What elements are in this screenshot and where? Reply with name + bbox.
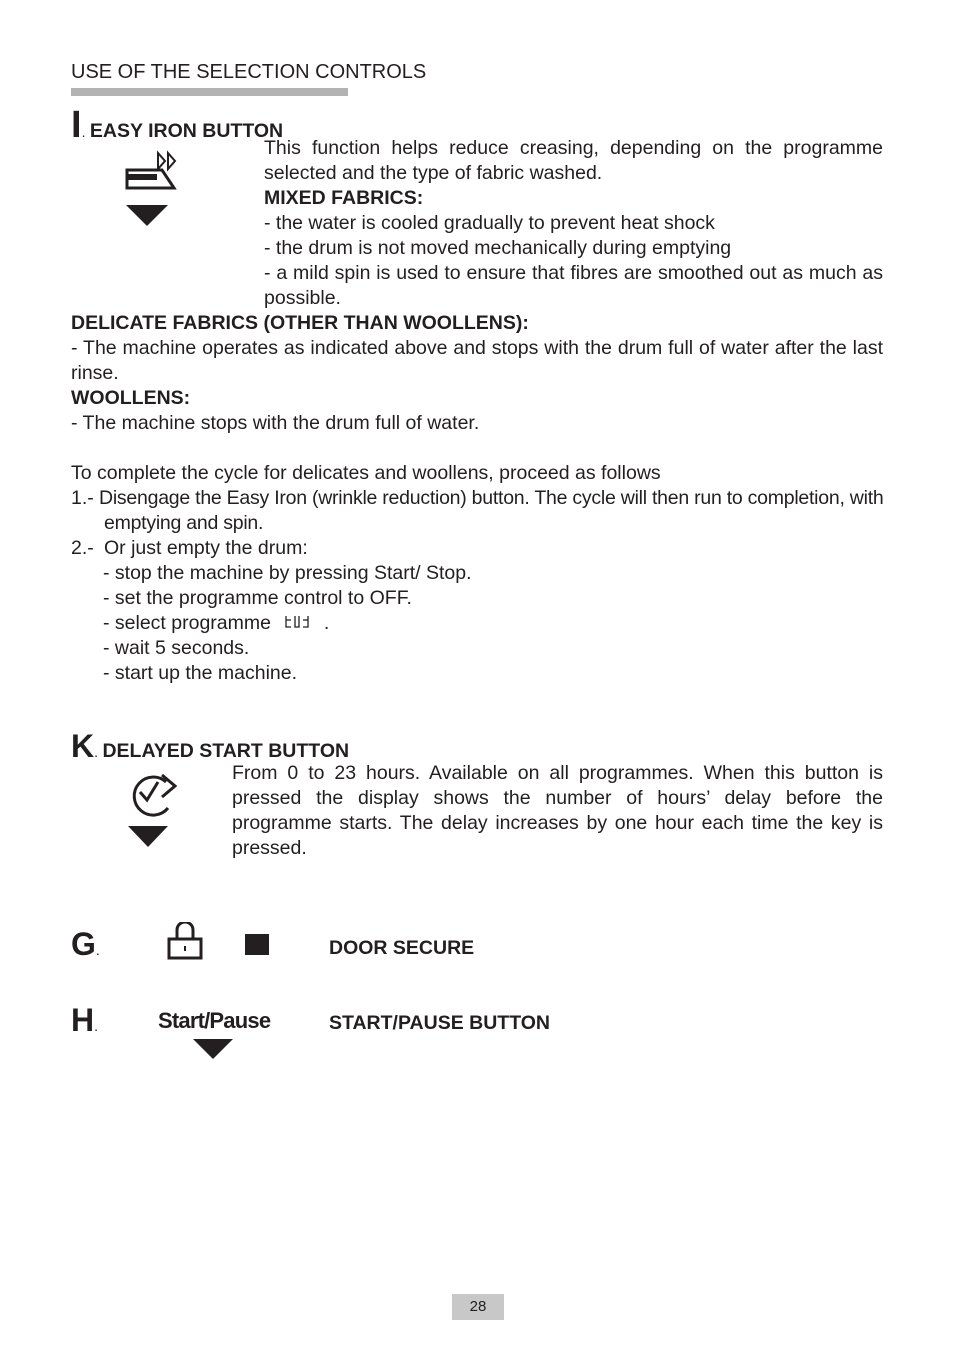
- step-2-number: 2.-: [71, 537, 94, 559]
- delayed-start-icon: [126, 770, 178, 825]
- mixed-item: - a mild spin is used to ensure that fibres are smoothed out as much as possible.: [264, 262, 883, 309]
- heading-dot: .: [81, 124, 86, 140]
- substep: - set the programme control to OFF.: [103, 587, 412, 609]
- section-letter: H: [71, 1002, 95, 1038]
- mixed-item: - the water is cooled gradually to prevent heat shock: [264, 212, 715, 234]
- section-letter: G: [71, 926, 96, 962]
- complete-intro: To complete the cycle for delicates and woollens, proceed as follows: [71, 462, 661, 484]
- mixed-item: - the drum is not moved mechanically during emptying: [264, 237, 732, 259]
- indicator-square-icon: [245, 934, 269, 955]
- start-pause-letter: [71, 1004, 98, 1036]
- down-arrow-icon: [128, 826, 168, 853]
- heading-text: EASY IRON BUTTON: [89, 120, 284, 142]
- substep: - wait 5 seconds.: [103, 637, 250, 659]
- mixed-fabrics-title: MIXED FABRICS:: [264, 187, 424, 209]
- section-letter: I: [71, 104, 82, 146]
- start-pause-icon-label: Start/Pause: [158, 1008, 271, 1033]
- page-number: 28: [452, 1294, 504, 1320]
- step-2-text: Or just empty the drum:: [104, 537, 308, 559]
- woollens-text: - The machine stops with the drum full of water.: [71, 412, 480, 434]
- heading-dot: .: [95, 942, 100, 958]
- down-arrow-icon: [193, 1039, 233, 1065]
- easy-iron-heading: [71, 106, 283, 144]
- substep: - stop the machine by pressing Start/ Stop.: [103, 562, 472, 584]
- step-1-number: 1.-: [71, 487, 94, 509]
- section-title: USE OF THE SELECTION CONTROLS: [71, 61, 427, 83]
- easy-iron-intro: This function helps reduce creasing, depending on the programme selected and the type of fabric washed.: [264, 137, 883, 184]
- delayed-start-heading: [71, 730, 349, 763]
- heading-dot: .: [94, 744, 98, 760]
- delayed-start-text: From 0 to 23 hours. Available on all programmes. When this button is pressed the display shows the number of hours’ delay before the programme starts. The delay increases by one hour each time the key is pressed.: [232, 762, 883, 859]
- substep-period: .: [323, 612, 330, 634]
- step-1-text-content: Disengage the Easy Iron (wrinkle reduction) button. The cycle will then run to completion, with emptying and spin.: [99, 487, 884, 534]
- lock-icon: [166, 922, 206, 967]
- substep: - start up the machine.: [103, 662, 298, 684]
- down-arrow-icon: [126, 205, 168, 232]
- heading-dot: .: [94, 1018, 98, 1034]
- woollens-title: WOOLLENS:: [71, 387, 191, 409]
- heading-text: DELAYED START BUTTON: [102, 740, 350, 762]
- delicate-text: - The machine operates as indicated above and stops with the drum full of water after the last rinse.: [71, 337, 883, 384]
- start-pause-label: START/PAUSE BUTTON: [329, 1012, 551, 1034]
- door-secure-label: DOOR SECURE: [329, 937, 475, 959]
- door-secure-letter: [71, 928, 100, 960]
- step-1-text: [71, 486, 887, 536]
- delicate-title: DELICATE FABRICS (OTHER THAN WOOLLENS):: [71, 312, 529, 334]
- section-title-rule: [71, 88, 348, 96]
- substep-text: - select programme: [103, 612, 271, 634]
- drain-programme-icon: [282, 613, 312, 631]
- section-letter: K: [71, 728, 95, 764]
- substep-select-programme: [103, 611, 329, 636]
